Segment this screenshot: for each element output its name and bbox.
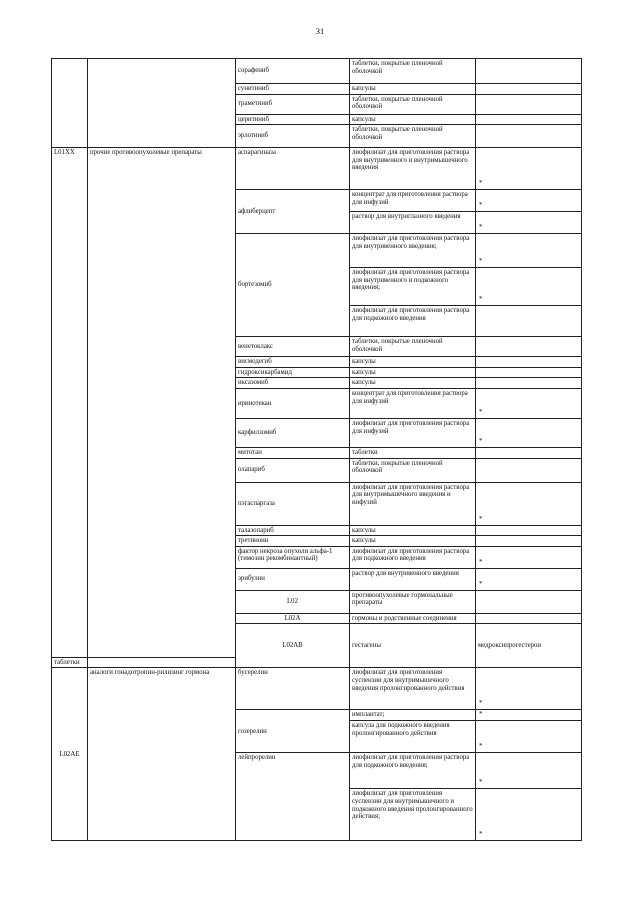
mark-cell	[88, 657, 236, 668]
drug-name: аспарагиназа	[236, 148, 350, 190]
mark-cell	[476, 367, 582, 378]
drug-name: лейпрорелин	[236, 753, 350, 841]
drug-name: фактор некроза опухоли альфа-1 (тимозин рекомбинантный)	[236, 546, 350, 568]
drug-name: олапариб	[236, 458, 350, 482]
mark-cell	[476, 378, 582, 389]
mark-cell	[476, 357, 582, 368]
asterisk-mark: *	[479, 699, 483, 708]
dosage-form: лиофилизат для приготовления раствора для внутривенного и внутримышечного введения	[350, 148, 476, 190]
dosage-form: капсулы	[350, 536, 476, 547]
asterisk-mark: *	[479, 742, 483, 751]
drug-name: гидроксикарбамид	[236, 367, 350, 378]
dosage-form: лиофилизат для приготовления раствора для подкожного введения	[350, 306, 476, 337]
mark-cell	[476, 536, 582, 547]
dosage-form: лиофилизат для приготовления раствора для подкожного введения;	[350, 753, 476, 789]
page-number: 31	[315, 26, 325, 36]
dosage-form: таблетки, покрытые пленочной оболочкой	[350, 125, 476, 148]
dosage-form: лиофилизат для приготовления суспензии для внутримышечного и подкожного введения пролонгированного действия;	[350, 789, 476, 841]
mark-cell	[476, 525, 582, 536]
drug-name: бусерелин	[236, 668, 350, 710]
drug-name: эрибулин	[236, 568, 350, 590]
mark-cell	[476, 447, 582, 458]
atc-group-cell	[88, 59, 236, 148]
dosage-form: капсула для подкожного введения пролонгированного действия	[350, 721, 476, 753]
drug-name: траметиниб	[236, 94, 350, 114]
mark-cell	[476, 789, 582, 841]
dosage-form: концентрат для приготовления раствора для инфузий	[350, 190, 476, 212]
mark-cell	[476, 388, 582, 418]
mark-cell	[476, 114, 582, 125]
mark-cell	[476, 94, 582, 114]
dosage-form: лиофилизат для приготовления раствора для подкожного введения	[350, 546, 476, 568]
atc-group-cell: прочие противоопухолевые препараты	[88, 148, 236, 658]
drug-name: сунитиниб	[236, 84, 350, 95]
atc-code-cell: L02A	[236, 613, 350, 624]
mark-cell	[476, 190, 582, 212]
drug-name: венетоклакс	[236, 337, 350, 357]
drug-name: митотан	[236, 447, 350, 458]
drug-name: пэгаспаргаза	[236, 482, 350, 525]
mark-cell	[476, 482, 582, 525]
asterisk-mark: *	[479, 407, 483, 416]
mark-cell	[476, 721, 582, 753]
mark-cell	[476, 418, 582, 447]
mark-cell	[476, 84, 582, 95]
atc-group-cell: противоопухолевые гормональные препараты	[350, 590, 476, 613]
atc-group-cell: аналоги гонадотропин-рилизинг гормона	[88, 668, 236, 841]
mark-cell	[476, 148, 582, 190]
dosage-form: имплантат;	[350, 710, 476, 721]
asterisk-mark: *	[479, 557, 483, 566]
drug-name: третиноин	[236, 536, 350, 547]
atc-group-cell: гестагены	[350, 624, 476, 668]
dosage-form: лиофилизат для приготовления раствора для инфузий	[350, 418, 476, 447]
mark-cell	[476, 458, 582, 482]
dosage-form: лиофилизат для приготовления суспензии для внутримышечного введения пролонгированного действия	[350, 668, 476, 710]
asterisk-mark: *	[479, 295, 483, 304]
drug-name: гозерелин	[236, 710, 350, 753]
drug-name: церитиниб	[236, 114, 350, 125]
atc-group-cell: гормоны и родственные соединения	[350, 613, 476, 624]
asterisk-mark: *	[479, 830, 483, 839]
mark-cell	[476, 337, 582, 357]
dosage-form: таблетки, покрытые пленочной оболочкой	[350, 94, 476, 114]
dosage-form: таблетки	[350, 447, 476, 458]
drug-name: бортезомиб	[236, 234, 350, 337]
atc-code-cell: L01XX	[52, 148, 88, 658]
mark-cell	[476, 710, 582, 721]
drug-name: иринотекан	[236, 388, 350, 418]
drug-name	[476, 590, 582, 613]
mark-cell	[476, 306, 582, 337]
drug-name: эрлотиниб	[236, 125, 350, 148]
mark-cell	[476, 668, 582, 710]
dosage-form: таблетки	[52, 657, 88, 668]
drug-name: сорафениб	[236, 59, 350, 84]
asterisk-mark: *	[479, 710, 483, 719]
atc-code-cell: L02AB	[236, 624, 350, 668]
mark-cell	[476, 125, 582, 148]
atc-code-cell: L02AE	[52, 668, 88, 841]
drug-name: карфилзомиб	[236, 418, 350, 447]
atc-code-cell: L02	[236, 590, 350, 613]
dosage-form: таблетки, покрытые пленочной оболочкой	[350, 337, 476, 357]
dosage-form: лиофилизат для приготовления раствора для внутривенного и подкожного введения;	[350, 268, 476, 306]
table-row	[52, 148, 582, 190]
dosage-form: капсулы	[350, 357, 476, 368]
mark-cell	[476, 212, 582, 234]
drug-table	[51, 58, 582, 841]
drug-name: афлиберцепт	[236, 190, 350, 234]
dosage-form: раствор для внутриглазного введения	[350, 212, 476, 234]
drug-name: иксазомиб	[236, 378, 350, 389]
mark-cell	[476, 234, 582, 268]
asterisk-mark: *	[479, 778, 483, 787]
mark-cell	[476, 546, 582, 568]
dosage-form: концентрат для приготовления раствора для инфузий	[350, 388, 476, 418]
drug-name: висмодегиб	[236, 357, 350, 368]
dosage-form: раствор для внутривенного введения	[350, 568, 476, 590]
asterisk-mark: *	[479, 201, 483, 210]
asterisk-mark: *	[479, 223, 483, 232]
dosage-form: капсулы	[350, 525, 476, 536]
atc-code-cell	[52, 59, 88, 148]
mark-cell	[476, 753, 582, 789]
mark-cell	[476, 268, 582, 306]
dosage-form: капсулы	[350, 114, 476, 125]
dosage-form: капсулы	[350, 84, 476, 95]
asterisk-mark: *	[479, 179, 483, 188]
drug-name	[476, 613, 582, 624]
asterisk-mark: *	[479, 514, 483, 523]
mark-cell	[476, 568, 582, 590]
dosage-form: таблетки, покрытые пленочной оболочкой	[350, 458, 476, 482]
dosage-form: лиофилизат для приготовления раствора для внутримышечного введения и инфузий	[350, 482, 476, 525]
dosage-form: лиофилизат для приготовления раствора для внутривенного введения;	[350, 234, 476, 268]
asterisk-mark: *	[479, 579, 483, 588]
mark-cell	[476, 59, 582, 84]
table-row	[52, 668, 582, 710]
asterisk-mark: *	[479, 257, 483, 266]
dosage-form: капсулы	[350, 378, 476, 389]
drug-name: талазопариб	[236, 525, 350, 536]
dosage-form: таблетки, покрытые пленочной оболочкой	[350, 59, 476, 84]
table-row	[52, 59, 582, 84]
asterisk-mark: *	[479, 436, 483, 445]
drug-name: медроксипрогестерон	[476, 624, 582, 668]
dosage-form: капсулы	[350, 367, 476, 378]
